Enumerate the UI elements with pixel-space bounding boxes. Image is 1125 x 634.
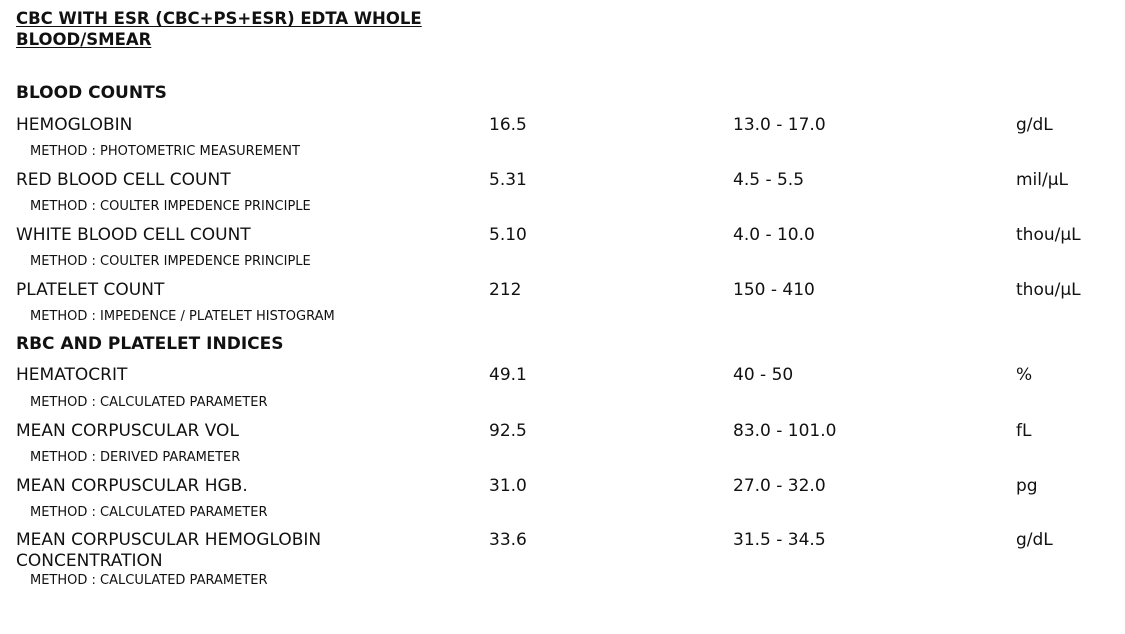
test-method: METHOD : COULTER IMPEDENCE PRINCIPLE	[30, 199, 311, 214]
result-unit: thou/µL	[1016, 225, 1081, 245]
test-method: METHOD : CALCULATED PARAMETER	[30, 505, 268, 520]
test-name: PLATELET COUNT	[16, 280, 165, 300]
result-value: 212	[489, 280, 522, 300]
test-name: MEAN CORPUSCULAR HEMOGLOBIN CONCENTRATION	[16, 530, 322, 571]
reference-range: 31.5 - 34.5	[733, 530, 826, 550]
test-method: METHOD : IMPEDENCE / PLATELET HISTOGRAM	[30, 309, 335, 324]
result-unit: g/dL	[1016, 115, 1053, 135]
test-method: METHOD : CALCULATED PARAMETER	[30, 395, 268, 410]
reference-range: 4.0 - 10.0	[733, 225, 815, 245]
result-value: 5.31	[489, 170, 527, 190]
test-name: MEAN CORPUSCULAR VOL	[16, 421, 239, 441]
test-method: METHOD : PHOTOMETRIC MEASUREMENT	[30, 144, 300, 159]
reference-range: 13.0 - 17.0	[733, 115, 826, 135]
result-unit: %	[1016, 365, 1033, 385]
test-method: METHOD : COULTER IMPEDENCE PRINCIPLE	[30, 254, 311, 269]
result-value: 5.10	[489, 225, 527, 245]
test-name: WHITE BLOOD CELL COUNT	[16, 225, 251, 245]
section-heading-rbc-platelet-indices: RBC AND PLATELET INDICES	[16, 334, 284, 354]
test-name: MEAN CORPUSCULAR HGB.	[16, 476, 248, 496]
result-unit: mil/µL	[1016, 170, 1069, 190]
test-title: CBC WITH ESR (CBC+PS+ESR) EDTA WHOLE BLOOD/SMEAR	[16, 9, 422, 49]
reference-range: 4.5 - 5.5	[733, 170, 805, 190]
reference-range: 150 - 410	[733, 280, 815, 300]
result-unit: fL	[1016, 421, 1032, 441]
result-value: 16.5	[489, 115, 527, 135]
reference-range: 27.0 - 32.0	[733, 476, 826, 496]
test-name: HEMOGLOBIN	[16, 115, 133, 135]
result-value: 31.0	[489, 476, 527, 496]
reference-range: 40 - 50	[733, 365, 794, 385]
result-unit: pg	[1016, 476, 1038, 496]
result-unit: thou/µL	[1016, 280, 1081, 300]
result-value: 33.6	[489, 530, 527, 550]
section-heading-blood-counts: BLOOD COUNTS	[16, 83, 167, 103]
test-name: RED BLOOD CELL COUNT	[16, 170, 231, 190]
result-value: 49.1	[489, 365, 527, 385]
lab-report	[16, 8, 1116, 588]
reference-range: 83.0 - 101.0	[733, 421, 837, 441]
result-value: 92.5	[489, 421, 527, 441]
test-name: HEMATOCRIT	[16, 365, 128, 385]
result-unit: g/dL	[1016, 530, 1053, 550]
test-method: METHOD : DERIVED PARAMETER	[30, 450, 241, 465]
test-method: METHOD : CALCULATED PARAMETER	[30, 573, 268, 588]
